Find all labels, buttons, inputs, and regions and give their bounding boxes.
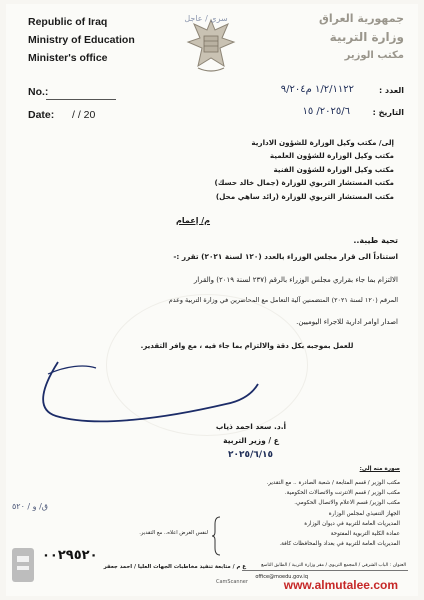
watermark-site: www.almutalee.com	[283, 578, 398, 592]
header-ar-ministry: وزارة التربية	[329, 30, 404, 44]
header-no-label: No.:	[28, 86, 49, 98]
scanner-label: CamScanner	[216, 579, 248, 585]
eagle-emblem-icon	[184, 14, 238, 76]
header-date-value: / / 20	[72, 109, 96, 121]
ar-number-value: ١/٢/١١٢٢ م٩/٢٠٤	[280, 84, 354, 95]
side-note: لنفس الغرض اعلاه.. مع التقدير.	[139, 530, 208, 536]
recipient-line: مكتب المستشار التربوي للوزارة (رائد ساهي محل)	[215, 191, 394, 201]
recipients-block	[215, 136, 394, 203]
copies-bracket-icon	[212, 516, 222, 556]
recipient-line: مكتب وكيل الوزارة للشؤون العلمية	[269, 151, 394, 161]
body-line-3: المرقم (١٢٠ لسنة ٢٠٢١) المتضمنين آلية التعامل مع المحاضرين في وزارة التربية وعدم	[168, 296, 398, 304]
signature-date: ٢٠٢٥/٦/١٥	[228, 450, 274, 460]
recipient-line: مكتب المستشار التربوي للوزارة (جمال خالد حسك)	[214, 178, 394, 188]
footer-email: office@moedu.gov.iq	[255, 574, 308, 580]
copy-line: مكتب الوزير / قسم المتابعة / شعبة الصادرة .. مع التقدير.	[266, 480, 400, 486]
copy-to-label: صورة منه إلى:	[359, 466, 400, 472]
copy-line: مكتب الوزير/ قسم الاعلام والاتصال الحكومي.	[294, 500, 400, 507]
copy-line: عمادة الكلية التربوية المفتوحة	[330, 531, 400, 538]
body-line-1: استناداً الى قرار مجلس الوزراء بالعدد (١٢٠ لسنة ٢٠٢١) تقرر :-	[173, 252, 398, 261]
recipient-line: إلى/ مكتب وكيل الوزارة للشؤون الادارية	[251, 138, 394, 147]
footer-divider	[242, 570, 408, 571]
body-line-4: اصدار اوامر ادارية للاجراء اليوميين.	[296, 318, 398, 326]
ar-date-value: ٢٠٢٥/٦/ ١٥	[302, 106, 350, 117]
ar-date-label: التاريخ :	[372, 108, 404, 117]
signature-title: ع / وزير التربية	[223, 436, 279, 445]
header-ar-office: مكتب الوزير	[344, 50, 404, 61]
serial-number: ٠٠٢٩٥٢٠	[42, 548, 98, 563]
copy-line: الجهاز التنفيذي لمجلس الوزارة	[328, 510, 400, 517]
body-line-2: الالتزام بما جاء بقراري مجلس الوزراء بالرقم (٢٣٧ لسنة ٢٠١٩) والقرار	[193, 276, 398, 284]
header-en-ministry: Ministry of Education	[28, 34, 135, 46]
copy-line: المديريات العامة للتربية في ديوان الوزارة	[304, 520, 400, 527]
no-underline	[46, 99, 116, 100]
ar-number-label: العدد :	[379, 86, 404, 95]
closing-line: للعمل بموجبه بكل دقة والالتزام بما جاء فيه ، مع وافر التقدير.	[140, 342, 354, 350]
header-ar-republic: جمهورية العراق	[319, 12, 404, 25]
copy-line: المديريات العامة للتربية في بغداد والمحافظات كافة.	[279, 541, 400, 548]
recipient-line: مكتب وكيل الوزارة للشؤون الفنية	[273, 164, 394, 174]
greeting: تحية طيبة..	[353, 236, 398, 245]
handwritten-bottom-note: ق/ و / ٥٢٠	[12, 502, 48, 511]
handwritten-top-note: سري / عاجل	[184, 14, 228, 23]
footer-note: ع م / متابعة تنفيذ مخاطبات الجهات العليا / احمد جعفر	[103, 564, 246, 570]
footer-address: العنوان : الباب الشرقي / المجمع التربوي / مقر وزارة التربية / الطابق التاسع	[261, 563, 406, 568]
signature-name: أ.د. سعد احمد ذياب	[215, 422, 287, 431]
copies-list	[200, 478, 400, 549]
header-en-republic: Republic of Iraq	[28, 16, 108, 28]
copy-line: مكتب الوزير / قسم الانترنت والاتصالات الحكومية.	[284, 490, 400, 497]
document-page	[6, 4, 418, 596]
subject-label: م/ إعمام	[176, 216, 211, 225]
header-en-office: Minister's office	[28, 52, 108, 64]
header-date-label: Date:	[28, 109, 55, 121]
publisher-logo-icon	[8, 544, 38, 588]
